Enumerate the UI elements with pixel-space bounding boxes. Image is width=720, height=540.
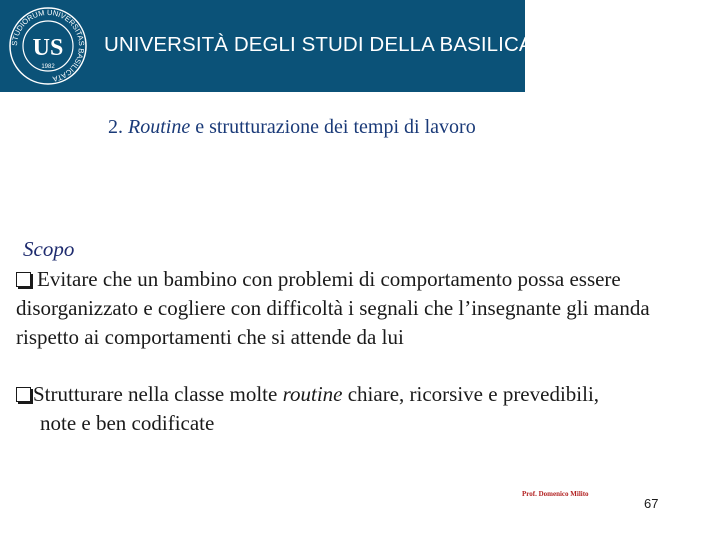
bullet-text-before: Strutturare nella classe molte xyxy=(33,382,283,406)
title-number: 2. xyxy=(108,116,123,138)
bullet-item xyxy=(16,265,716,352)
bullet-text-after: chiare, ricorsive e prevedibili, xyxy=(342,382,600,406)
bullet-item xyxy=(16,380,716,438)
seal-ring-text: STUDIORUM UNIVERSITAS BASILICATA xyxy=(9,7,87,84)
bullet-italic-word: routine xyxy=(282,382,343,406)
bullet-line-2: note e ben codificate xyxy=(40,411,215,435)
university-seal-icon xyxy=(8,6,88,86)
scope-label: Scopo xyxy=(23,237,75,261)
university-name: UNIVERSITÀ DEGLI STUDI DELLA BASILICATA xyxy=(104,33,556,56)
page-number: 67 xyxy=(644,496,659,511)
checkbox-bullet-icon xyxy=(16,272,31,287)
checkbox-bullet-icon xyxy=(16,387,31,402)
title-italic-word: Routine xyxy=(128,116,191,138)
seal-year: 1982 xyxy=(41,64,55,70)
footer-credit: Prof. Domenico Milito xyxy=(522,490,589,498)
seal-monogram: US xyxy=(32,35,64,61)
bullet-text: Evitare che un bambino con problemi di comportamento possa essere disorganizzato e cogliere con difficoltà i segnali che l’insegnante gli manda rispetto ai comportamenti che si attende da lui xyxy=(16,267,650,349)
slide-title xyxy=(108,116,476,139)
title-rest: e strutturazione dei tempi di lavoro xyxy=(195,116,476,138)
bullet-line xyxy=(16,380,716,409)
university-header-banner xyxy=(0,0,556,92)
